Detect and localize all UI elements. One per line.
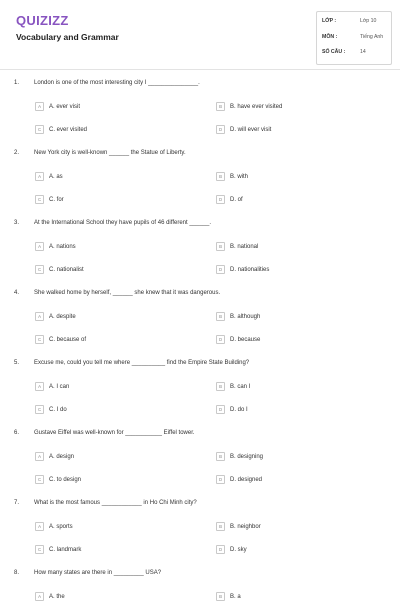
option-text: A. nations — [49, 243, 76, 250]
option-a[interactable] — [35, 238, 76, 248]
option-badge: C — [35, 405, 44, 414]
option-a[interactable] — [35, 448, 74, 458]
option-text: B. neighbor — [230, 523, 261, 530]
question-text: How many states are there in _________ USA? — [34, 570, 162, 576]
option-a[interactable] — [35, 168, 63, 178]
info-box — [316, 11, 392, 65]
option-c[interactable] — [35, 541, 81, 551]
option-text: A. sports — [49, 523, 73, 530]
question-8 — [0, 570, 400, 600]
option-badge: B — [216, 382, 225, 391]
option-a[interactable] — [35, 308, 76, 318]
option-d[interactable] — [216, 121, 271, 131]
option-text: B. have ever visited — [230, 103, 283, 110]
option-text: A. as — [49, 173, 63, 180]
option-d[interactable] — [216, 541, 247, 551]
question-number: 4. — [14, 290, 20, 296]
option-badge: B — [216, 102, 225, 111]
info-key: SỐ CÂU : — [322, 49, 346, 55]
question-text: Gustave Eiffel was well-known for ___________ Eiffel tower. — [34, 430, 195, 436]
option-text: C. landmark — [49, 546, 82, 553]
option-badge: C — [35, 545, 44, 554]
option-badge: B — [216, 592, 225, 601]
option-c[interactable] — [35, 471, 81, 481]
question-5 — [0, 360, 400, 426]
question-number: 2. — [14, 150, 20, 156]
option-d[interactable] — [216, 401, 248, 411]
option-badge: D — [216, 195, 225, 204]
worksheet-header — [0, 0, 400, 70]
header-divider — [0, 69, 400, 70]
option-c[interactable] — [35, 401, 67, 411]
question-text: London is one of the most interesting city I _______________. — [34, 80, 200, 86]
option-d[interactable] — [216, 191, 243, 201]
option-badge: C — [35, 195, 44, 204]
option-b[interactable] — [216, 98, 282, 108]
option-c[interactable] — [35, 261, 84, 271]
info-row-class — [322, 18, 376, 24]
question-text: She walked home by herself, ______ she knew that it was dangerous. — [34, 290, 221, 296]
option-badge: D — [216, 475, 225, 484]
question-7 — [0, 500, 400, 566]
option-text: C. I do — [49, 406, 67, 413]
option-badge: D — [216, 125, 225, 134]
option-b[interactable] — [216, 518, 261, 528]
option-a[interactable] — [35, 98, 80, 108]
option-text: A. I can — [49, 383, 70, 390]
option-badge: D — [216, 335, 225, 344]
question-1 — [0, 80, 400, 146]
info-key: LỚP : — [322, 18, 337, 24]
info-key: MÔN : — [322, 34, 338, 40]
info-value: Lớp 10 — [360, 18, 377, 24]
option-text: D. of — [230, 196, 243, 203]
option-badge: A — [35, 102, 44, 111]
option-text: C. nationalist — [49, 266, 84, 273]
option-badge: A — [35, 242, 44, 251]
question-number: 6. — [14, 430, 20, 436]
question-number: 7. — [14, 500, 20, 506]
question-4 — [0, 290, 400, 356]
info-value: Tiếng Anh — [360, 34, 384, 40]
option-text: D. because — [230, 336, 261, 343]
option-text: B. national — [230, 243, 259, 250]
option-d[interactable] — [216, 331, 260, 341]
option-badge: B — [216, 172, 225, 181]
option-b[interactable] — [216, 168, 248, 178]
option-text: A. design — [49, 453, 75, 460]
question-number: 8. — [14, 570, 20, 576]
option-b[interactable] — [216, 378, 250, 388]
option-badge: B — [216, 312, 225, 321]
question-number: 5. — [14, 360, 20, 366]
option-text: A. ever visit — [49, 103, 81, 110]
option-badge: D — [216, 265, 225, 274]
question-text: At the International School they have pupils of 46 different ______. — [34, 220, 212, 226]
question-3 — [0, 220, 400, 286]
option-a[interactable] — [35, 518, 73, 528]
question-number: 1. — [14, 80, 20, 86]
option-c[interactable] — [35, 331, 86, 341]
option-text: A. despite — [49, 313, 76, 320]
info-value: 14 — [360, 49, 366, 55]
option-text: A. the — [49, 593, 65, 600]
option-badge: C — [35, 125, 44, 134]
option-d[interactable] — [216, 261, 269, 271]
option-badge: A — [35, 522, 44, 531]
option-badge: B — [216, 522, 225, 531]
quizizz-logo: QUIZIZZ — [16, 13, 69, 28]
question-text: New York city is well-known ______ the Statue of Liberty. — [34, 150, 186, 156]
option-a[interactable] — [35, 588, 65, 598]
option-text: B. with — [230, 173, 249, 180]
option-badge: A — [35, 592, 44, 601]
info-row-count — [322, 49, 366, 55]
option-c[interactable] — [35, 191, 64, 201]
option-text: C. ever visited — [49, 126, 88, 133]
option-badge: C — [35, 265, 44, 274]
option-b[interactable] — [216, 308, 260, 318]
option-text: D. do I — [230, 406, 248, 413]
option-text: B. a — [230, 593, 241, 600]
question-text: What is the most famous ____________ in Ho Chi Minh city? — [34, 500, 197, 506]
question-number: 3. — [14, 220, 20, 226]
option-badge: D — [216, 405, 225, 414]
option-b[interactable] — [216, 588, 241, 598]
option-badge: A — [35, 172, 44, 181]
question-6 — [0, 430, 400, 496]
option-badge: A — [35, 312, 44, 321]
option-text: B. designing — [230, 453, 264, 460]
question-2 — [0, 150, 400, 216]
option-text: B. can I — [230, 383, 251, 390]
option-b[interactable] — [216, 448, 263, 458]
option-text: D. designed — [230, 476, 263, 483]
option-badge: A — [35, 382, 44, 391]
option-text: D. nationalities — [230, 266, 270, 273]
option-text: C. to design — [49, 476, 82, 483]
option-badge: D — [216, 545, 225, 554]
option-badge: C — [35, 475, 44, 484]
option-text: C. because of — [49, 336, 87, 343]
worksheet-title: Vocabulary and Grammar — [16, 32, 119, 42]
option-text: D. will ever visit — [230, 126, 272, 133]
option-d[interactable] — [216, 471, 262, 481]
option-a[interactable] — [35, 378, 69, 388]
info-row-subject — [322, 34, 383, 40]
option-badge: B — [216, 242, 225, 251]
option-badge: A — [35, 452, 44, 461]
option-badge: B — [216, 452, 225, 461]
option-text: B. although — [230, 313, 261, 320]
question-text: Excuse me, could you tell me where __________ find the Empire State Building? — [34, 360, 250, 366]
option-text: C. for — [49, 196, 64, 203]
option-c[interactable] — [35, 121, 87, 131]
option-b[interactable] — [216, 238, 258, 248]
option-badge: C — [35, 335, 44, 344]
option-text: D. sky — [230, 546, 247, 553]
